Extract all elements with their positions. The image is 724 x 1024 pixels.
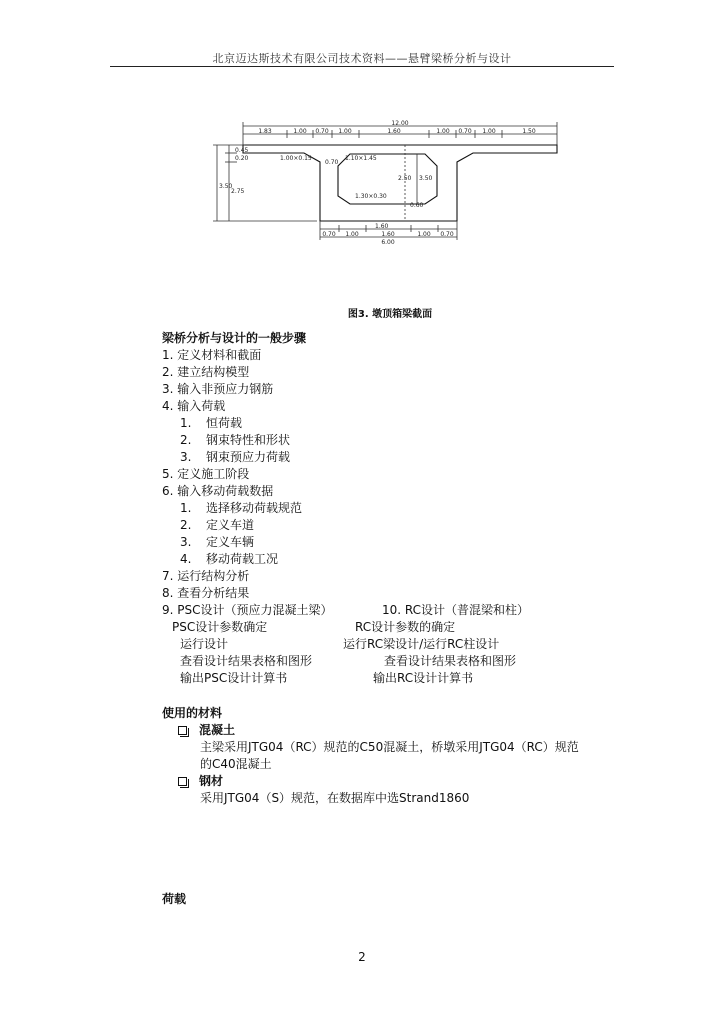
sub-step-text: 定义车辆	[206, 535, 255, 549]
step-item: 2. 建立结构模型	[162, 365, 250, 379]
dim-top-seg: 1.00	[436, 128, 450, 135]
checkbox-bullet-icon	[178, 726, 187, 735]
design-row	[162, 619, 632, 636]
sub-step-item	[162, 449, 632, 466]
inner-dim: 0.70	[325, 159, 339, 166]
dim-top-seg: 1.50	[522, 128, 536, 135]
sub-step-item	[162, 551, 632, 568]
step-item: 4. 输入荷载	[162, 399, 226, 413]
step-item: 6. 输入移动荷载数据	[162, 484, 274, 498]
dim-bottom-seg: 1.00	[417, 231, 431, 238]
sub-step-text: 钢束预应力荷载	[206, 450, 291, 464]
inner-dim: 1.30×0.30	[355, 193, 387, 200]
design-row	[162, 636, 632, 653]
step-item: 7. 运行结构分析	[162, 569, 250, 583]
dim-bottom-seg: 1.60	[381, 231, 395, 238]
figure-caption: 图3. 墩顶箱梁截面	[347, 309, 433, 320]
dim-top-seg: 1.00	[338, 128, 352, 135]
dim-top-seg: 1.83	[258, 128, 272, 135]
sub-step-item	[162, 432, 632, 449]
document-body	[162, 330, 632, 908]
inner-dim: 0.60	[410, 202, 424, 209]
dim-left-height: 0.20	[235, 155, 249, 162]
dim-left-height: 0.45	[235, 147, 249, 154]
psc-design-text: 输出PSC设计计算书	[180, 671, 288, 685]
sub-step-item	[162, 517, 632, 534]
inner-dim: 1.00×0.15	[280, 155, 312, 162]
sub-step-text: 恒荷载	[206, 416, 243, 430]
steel-item	[162, 773, 632, 790]
dim-top-seg: 0.70	[458, 128, 472, 135]
inner-dim: 3.50	[419, 175, 433, 182]
materials-heading: 使用的材料	[162, 706, 223, 720]
dim-bottom-total: 6.00	[381, 239, 395, 246]
rc-design-text: RC设计参数的确定	[355, 620, 456, 634]
psc-design-text: 查看设计结果表格和图形	[180, 654, 313, 668]
steel-desc: 采用JTG04（S）规范，在数据库中选Strand1860	[200, 791, 470, 805]
psc-design-text: PSC设计参数确定	[172, 620, 268, 634]
sub-step-num: 3.	[180, 450, 192, 464]
sub-step-text: 移动荷载工况	[206, 552, 279, 566]
page-number: 2	[358, 950, 366, 964]
page-header: 北京迈达斯技术有限公司技术资料——悬臂梁桥分析与设计	[212, 52, 512, 65]
dim-top-seg: 1.00	[482, 128, 496, 135]
sub-step-text: 钢束特性和形状	[206, 433, 291, 447]
dim-bottom-seg: 0.70	[440, 231, 454, 238]
dim-bottom-seg: 1.00	[345, 231, 359, 238]
design-row	[162, 670, 632, 687]
concrete-item	[162, 722, 632, 739]
checkbox-bullet-icon	[178, 777, 187, 786]
sub-step-num: 3.	[180, 535, 192, 549]
spacer	[162, 687, 632, 705]
rc-design-text: 运行RC梁设计/运行RC柱设计	[343, 637, 500, 651]
concrete-desc-2: 的C40混凝土	[200, 757, 272, 771]
design-row	[162, 602, 632, 619]
sub-step-text: 选择移动荷载规范	[206, 501, 303, 515]
inner-dim: 1.60	[375, 223, 389, 230]
sub-step-num: 1.	[180, 416, 192, 430]
sub-step-item	[162, 534, 632, 551]
rc-design-text: 10. RC设计（普混梁和柱）	[382, 603, 530, 617]
concrete-desc-1: 主梁采用JTG04（RC）规范的C50混凝土，桥墩采用JTG04（RC）规范	[200, 740, 579, 754]
steel-title: 钢材	[199, 774, 224, 788]
design-row	[162, 653, 632, 670]
sub-step-item	[162, 415, 632, 432]
sub-step-num: 1.	[180, 501, 192, 515]
rc-design-text: 输出RC设计计算书	[373, 671, 474, 685]
dim-bottom-seg: 0.70	[322, 231, 336, 238]
step-item: 5. 定义施工阶段	[162, 467, 250, 481]
psc-design-text: 9. PSC设计（预应力混凝土梁）	[162, 603, 333, 617]
sub-step-text: 定义车道	[206, 518, 255, 532]
steps-heading: 梁桥分析与设计的一般步骤	[162, 331, 307, 345]
inner-dim: 2.50	[398, 175, 412, 182]
step-item: 1. 定义材料和截面	[162, 348, 262, 362]
step-item: 8. 查看分析结果	[162, 586, 250, 600]
dim-left-height: 3.50	[219, 183, 233, 190]
sub-step-num: 2.	[180, 433, 192, 447]
spacer	[162, 877, 632, 891]
sub-step-num: 4.	[180, 552, 192, 566]
step-item: 3. 输入非预应力钢筋	[162, 382, 274, 396]
dim-top-seg: 0.70	[315, 128, 329, 135]
header-rule	[110, 66, 614, 67]
psc-design-text: 运行设计	[180, 637, 229, 651]
loads-heading: 荷载	[162, 892, 187, 906]
sub-step-item	[162, 500, 632, 517]
dim-left-height: 2.75	[231, 188, 245, 195]
dim-top-seg: 1.00	[293, 128, 307, 135]
dim-top-seg: 1.60	[387, 128, 401, 135]
box-girder-section-diagram	[205, 118, 575, 248]
sub-step-num: 2.	[180, 518, 192, 532]
spacer	[162, 807, 632, 877]
rc-design-text: 查看设计结果表格和图形	[384, 654, 517, 668]
dim-total-label: 12.00	[391, 120, 409, 127]
concrete-title: 混凝土	[199, 723, 236, 737]
inner-dim: 1.10×1.45	[345, 155, 377, 162]
